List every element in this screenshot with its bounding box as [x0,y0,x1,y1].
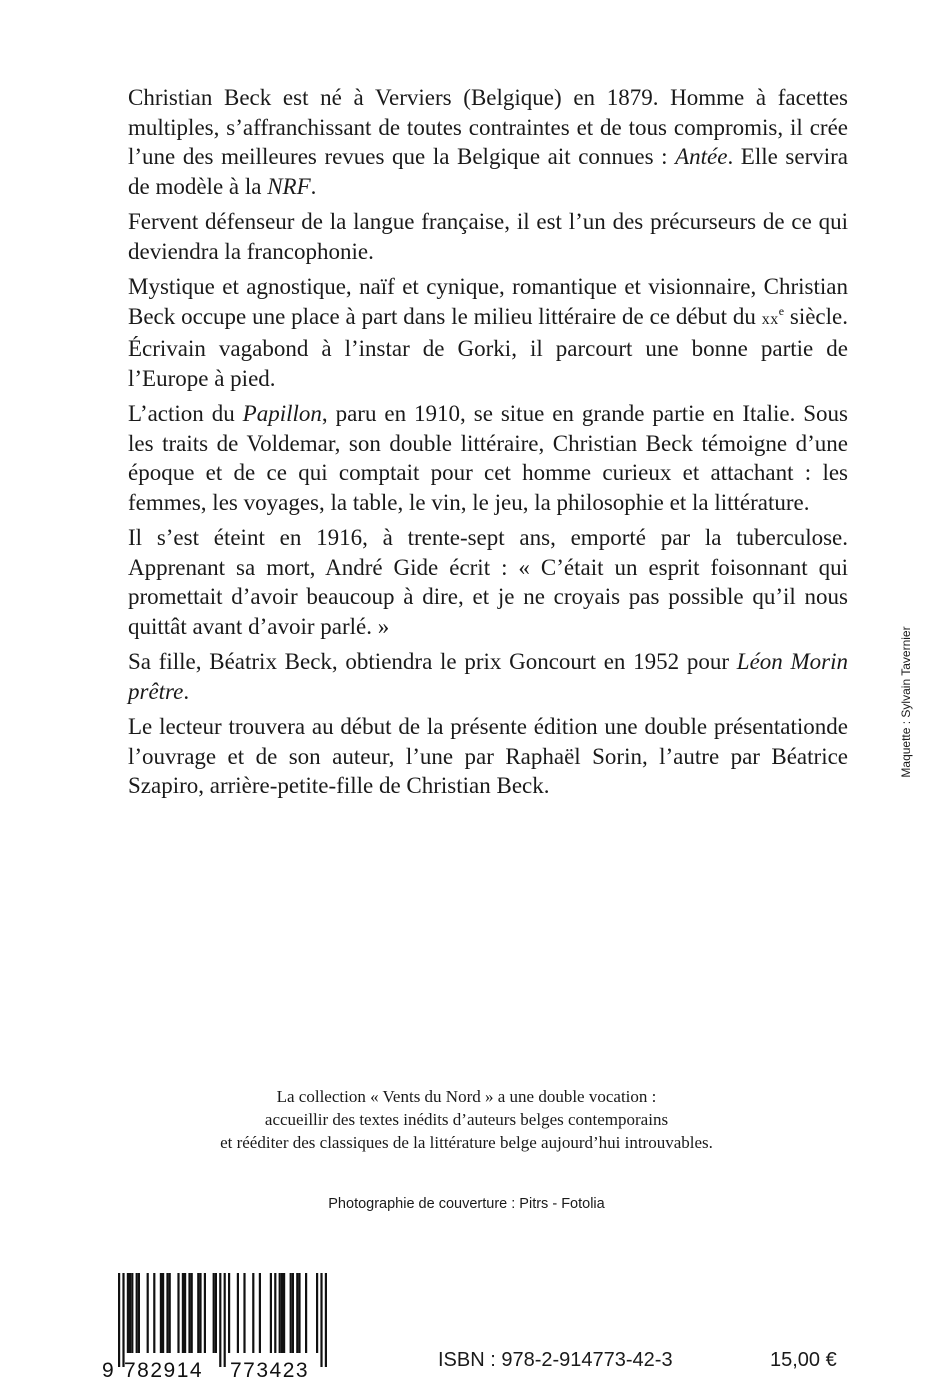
century-superscript: e [778,303,785,318]
main-text [128,83,848,807]
barcode-bar [305,1273,307,1353]
isbn: ISBN : 978-2-914773-42-3 [438,1349,673,1371]
barcode-bar [325,1273,327,1367]
barcode-bar [177,1273,179,1353]
barcode-bar [296,1273,298,1353]
barcode-bar [160,1273,162,1353]
paragraph-7: Le lecteur trouvera au début de la présente édition une double présentationde l’ouvrage et de son auteur, l’une par Raphaël Sorin, l’autre par Béatrice Szapiro, arrière-petite-fille de Christian Beck. [128,714,848,798]
barcode-bar [316,1273,318,1353]
barcode-bar [191,1273,193,1353]
barcode-bar [224,1273,226,1367]
design-credit: Maquette : Sylvain Tavernier [899,626,913,778]
barcode-bar [237,1273,239,1353]
barcode-bar [228,1273,230,1353]
barcode-bar [279,1273,281,1353]
barcode-bar [213,1273,215,1353]
barcode-bar [138,1273,140,1353]
journal-title-antee: Antée [675,144,728,169]
paragraph-2: Fervent défenseur de la langue française, il est l’un des précurseurs de ce qui deviendra la francophonie. [128,209,848,264]
paragraph-4: L’action du Papillon, paru en 1910, se situe en grande partie en Italie. Sous les traits de Voldemar, son double littéraire, Christian Beck témoigne d’une époque et de ce qui comptait pour cet homme curieux et attachant : les femmes, les voyages, la table, le vin, le jeu, la philosophie et la littérature. [128,401,848,515]
barcode-bar [270,1273,272,1353]
barcode-left-digits: 782914 [124,1359,204,1380]
barcode-bar [292,1273,294,1353]
barcode-bar [243,1273,245,1353]
barcode-bar [162,1273,164,1353]
barcode-bar [182,1273,184,1353]
paragraph-6: Sa fille, Béatrix Beck, obtiendra le prix Goncourt en 1952 pour Léon Morin prêtre. [128,649,849,704]
barcode [98,1273,338,1380]
barcode-bar [184,1273,186,1353]
collection-note: La collection « Vents du Nord » a une double vocation : accueillir des textes inédits d’auteurs belges contemporains et rééditer des classiques de la littérature belge aujourd’hui introuvables. [220,1087,713,1152]
barcode-bars [118,1273,327,1367]
barcode-bar [166,1273,168,1353]
barcode-bar [147,1273,149,1353]
journal-title-nrf: NRF [267,173,311,199]
barcode-bar [204,1273,206,1353]
barcode-bar [122,1273,124,1367]
barcode-bar [153,1273,155,1353]
barcode-bar [197,1273,199,1353]
barcode-bar [259,1273,261,1353]
barcode-first-digit: 9 [102,1359,114,1380]
barcode-bar [188,1273,190,1353]
century-numeral: xx [761,310,779,328]
barcode-bar [283,1273,285,1353]
barcode-bar [274,1273,276,1353]
barcode-bar [199,1273,201,1353]
paragraph-3: Mystique et agnostique, naïf et cynique, romantique et visionnaire, Christian Beck occupe une place à part dans le milieu littéraire de ce début du $xx^e$ siècle. Écrivain vagabond à l’instar de Gorki, il parcourt une bonne partie de l’Europe à pied. [128,274,848,391]
barcode-bar [320,1273,322,1367]
paragraph-5: Il s’est éteint en 1916, à trente-sept ans, emporté par la tuberculose. Apprenant sa mort, André Gide écrit : « C’était un esprit foisonnant qui promettait d’avoir beaucoup à dire, et je ne croyais pas possible qu’il nous quittât avant d’avoir parlé. » [128,525,848,639]
book-title-papillon: Papillon [242,401,322,426]
barcode-bar [290,1273,292,1353]
book-title-leon-morin: Léon Morin prêtre [128,649,849,704]
paragraph-1: Christian Beck est né à Verviers (Belgique) en 1879. Homme à facettes multiples, s’affranchissant de toutes contraintes et de tous compromis, il crée l’une des meilleures revues que la Belgique ait connues : Antée. Elle servira de modèle à la NRF. [128,85,848,199]
photo-credit: Photographie de couverture : Pitrs - Fotolia [328,1196,605,1212]
barcode-bar [252,1273,254,1353]
barcode-bar [169,1273,171,1353]
barcode-bar [215,1273,217,1353]
price: 15,00 € [770,1349,837,1371]
barcode-bar [127,1273,129,1353]
barcode-right-digits: 773423 [230,1359,310,1380]
barcode-bar [131,1273,133,1353]
barcode-bar [118,1273,120,1367]
barcode-bar [281,1273,283,1353]
barcode-bar [129,1273,131,1353]
barcode-bar [219,1273,221,1367]
barcode-bar [136,1273,138,1353]
barcode-bar [298,1273,300,1353]
